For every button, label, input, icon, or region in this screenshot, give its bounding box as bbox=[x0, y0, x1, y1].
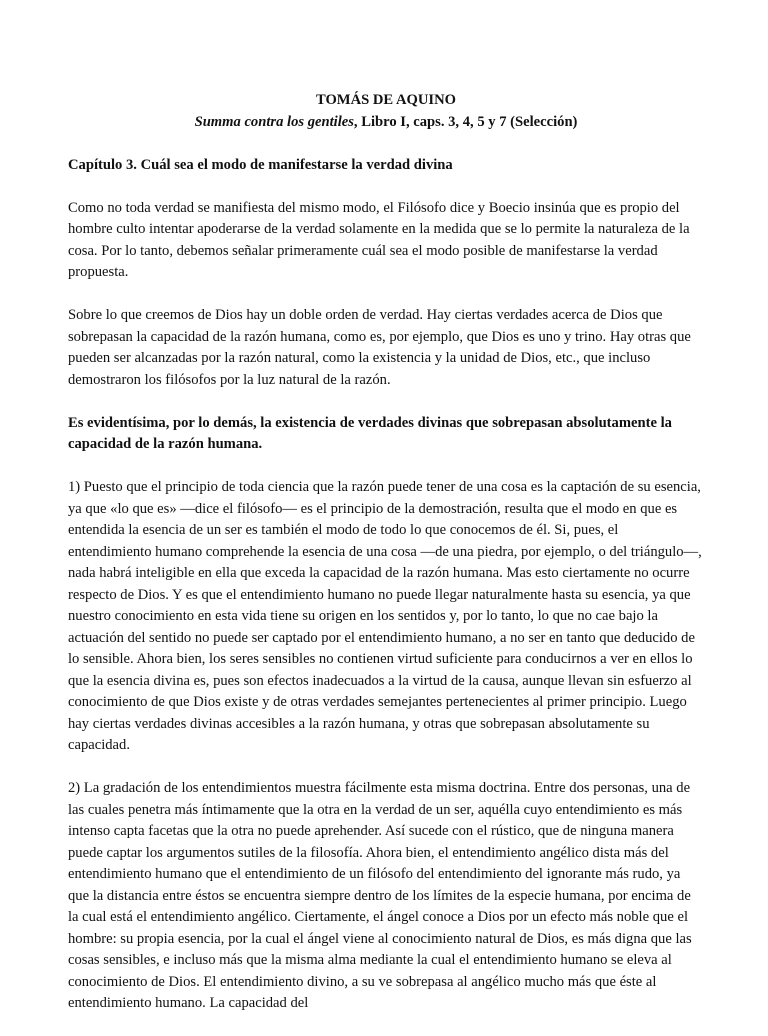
work-title: Summa contra los gentiles bbox=[194, 113, 354, 130]
paragraph-double-order: Sobre lo que creemos de Dios hay un doble orden de verdad. Hay ciertas verdades acerca de Dios que sobrepasan la capacidad de la razón humana, como es, por ejemplo, que Dios es uno y trino. Hay otras que pueden ser alcanzadas por la razón natural, como la existencia y la unidad de Dios, etc., que incluso demostraron los filósofos por la luz natural de la razón. bbox=[68, 307, 691, 388]
author-heading: TOMÁS DE AQUINO bbox=[315, 92, 456, 108]
paragraph-argument-1: 1) Puesto que el principio de toda ciencia que la razón puede tener de una cosa es la captación de su esencia, ya que «lo que es» —dice el filósofo— es el principio de la demostración, resulta que el modo en que es entendida la esencia de un ser es también el modo de todo lo que conocemos de él. Si, pues, el entendimiento humano comprehende la esencia de una cosa —de una piedra, por ejemplo, o del triángulo—, nada habrá inteligible en ella que exceda la capacidad de la razón humana. Mas esto ciertamente no ocurre respecto de Dios. Y es que el entendimiento humano no puede llegar naturalmente hasta su esencia, ya que nuestro conocimiento en esta vida tiene su origen en los sentidos y, por lo tanto, lo que no cae bajo la actuación del sentido no puede ser captado por el entendimiento humano, a no ser en tanto que deducido de lo sensible. Ahora bien, los seres sensibles no contienen virtud suficiente para conducirnos a ver en ellos lo que la esencia divina es, pues son efectos inadecuados a la virtud de la causa, aunque llevan sin esfuerzo al conocimiento de que Dios existe y de otras verdades semejantes pertenecientes al primer principio. Luego hay ciertas verdades divinas accesibles a la razón humana, y otras que sobrepasan absolutamente su capacidad. bbox=[68, 479, 702, 753]
document-body bbox=[68, 90, 704, 1036]
paragraph-thesis: Es evidentísima, por lo demás, la existencia de verdades divinas que sobrepasan absolutamente la capacidad de la razón humana. bbox=[68, 414, 672, 452]
work-details: , Libro I, caps. 3, 4, 5 y 7 (Selección) bbox=[353, 113, 578, 130]
chapter-label: Capítulo 3 bbox=[68, 156, 134, 173]
paragraph-argument-2: 2) La gradación de los entendimientos muestra fácilmente esta misma doctrina. Entre dos personas, una de las cuales penetra más íntimamente que la otra en la verdad de un ser, aquélla cuyo entendimiento es más intenso capta facetas que la otra no puede aprehender. Así sucede con el rústico, que de ninguna manera puede captar los argumentos sutiles de la filosofía. Ahora bien, el entendimiento angélico dista más del entendimiento humano que el entendimiento de un filósofo del entendimiento del ignorante más rudo, ya que la distancia entre éstos se encuentra siempre dentro de los límites de la especie humana, por encima de la cual está el entendimiento angélico. Ciertamente, el ángel conoce a Dios por un efecto más noble que el hombre: su propia esencia, por la cual el ángel viene al conocimiento natural de Dios, es más digna que las cosas sensibles, e incluso más que la misma alma mediante la cual el entendimiento humano se eleva al conocimiento de Dios. El entendimiento divino, a su ve sobrepasa al angélico mucho más que éste al entendimiento humano. La capacidad del bbox=[68, 780, 692, 1011]
chapter-heading bbox=[68, 155, 704, 177]
chapter-title: . Cuál sea el modo de manifestarse la verdad divina bbox=[133, 156, 453, 173]
work-subtitle bbox=[68, 112, 704, 134]
paragraph-intro: Como no toda verdad se manifiesta del mismo modo, el Filósofo dice y Boecio insinúa que es propio del hombre culto intentar apoderarse de la verdad solamente en la medida que se lo permite la naturaleza de la cosa. Por lo tanto, debemos señalar primeramente cuál sea el modo posible de manifestarse la verdad propuesta. bbox=[68, 199, 690, 280]
